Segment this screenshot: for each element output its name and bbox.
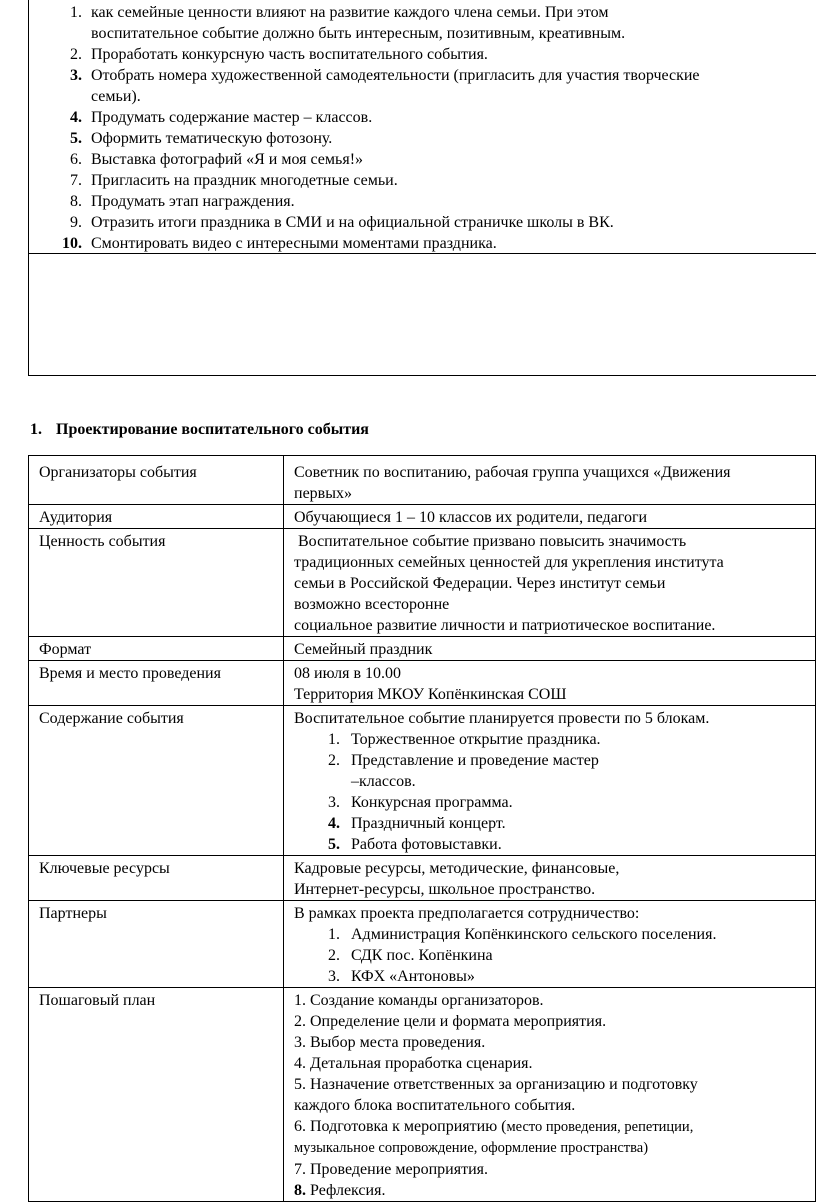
- list-item-number: 4.: [70, 109, 82, 126]
- task-list: [40, 2, 810, 254]
- list-item-number: 2.: [328, 752, 340, 769]
- empty-table-cell: [28, 254, 816, 376]
- list-item-number: 4.: [328, 815, 340, 832]
- list-item-number: 5.: [328, 836, 340, 853]
- list-item-number: 1.: [70, 4, 82, 21]
- plan-step: 3. Выбор места проведения.: [294, 1034, 486, 1051]
- cell-text: Семейный праздник: [294, 641, 433, 658]
- list-item-number: 8.: [70, 193, 82, 210]
- cell-text: Интернет-ресурсы, школьное пространство.: [294, 881, 596, 898]
- table-row: [29, 529, 816, 637]
- cell-text: возможно всесторонне: [294, 596, 450, 613]
- list-item: [40, 233, 810, 254]
- list-item: [40, 107, 810, 128]
- list-item-number: 1.: [328, 731, 340, 748]
- list-item: [40, 65, 810, 107]
- list-item-number: 2.: [328, 947, 340, 964]
- plan-step: музыкальное сопровождение, оформление пространства): [294, 1140, 649, 1156]
- list-item-text: КФХ «Антоновы»: [351, 968, 475, 985]
- list-item-text: Оформить тематическую фотозону.: [91, 130, 333, 147]
- plan-step: каждого блока воспитательного события.: [294, 1097, 576, 1114]
- list-item: [294, 813, 811, 834]
- table-row: [29, 505, 816, 529]
- cell-text: Обучающиеся 1 – 10 классов их родители, педагоги: [294, 509, 648, 526]
- cell-text: Территория МКОУ Копёнкинская СОШ: [294, 686, 567, 703]
- row-label: Организаторы события: [29, 456, 284, 505]
- list-item-number: 10.: [62, 235, 82, 252]
- list-item: [294, 750, 811, 792]
- list-item-number: 2.: [70, 46, 82, 63]
- list-item-number: 5.: [70, 130, 82, 147]
- list-item: [40, 128, 810, 149]
- list-item-text: Конкурсная программа.: [351, 794, 513, 811]
- list-item: [40, 191, 810, 212]
- row-label: Содержание события: [29, 706, 284, 856]
- plan-step: [294, 1180, 811, 1201]
- row-value: [284, 901, 816, 988]
- list-item-text: семьи).: [91, 88, 141, 105]
- row-label: Формат: [29, 637, 284, 661]
- project-table: [28, 455, 816, 1202]
- list-item: [40, 2, 810, 44]
- table-row: [29, 901, 816, 988]
- plan-step-text: Рефлексия.: [306, 1182, 386, 1199]
- list-item-text: Администрация Копёнкинского сельского поселения.: [351, 926, 717, 943]
- plan-step: 4. Детальная проработка сценария.: [294, 1055, 533, 1072]
- list-item-text: Отобрать номера художественной самодеятельности (пригласить для участия творческие: [91, 67, 700, 84]
- row-value: [284, 856, 816, 901]
- cell-text: В рамках проекта предполагается сотрудничество:: [294, 905, 640, 922]
- cell-text: Кадровые ресурсы, методические, финансовые,: [294, 860, 620, 877]
- list-item-number: 9.: [70, 214, 82, 231]
- list-item: [294, 945, 811, 966]
- plan-step-number: 8.: [294, 1182, 306, 1199]
- list-item: [294, 729, 811, 750]
- table-row: [29, 856, 816, 901]
- list-item: [40, 44, 810, 65]
- list-item-number: 7.: [70, 172, 82, 189]
- plan-step: 7. Проведение мероприятия.: [294, 1161, 488, 1178]
- table-row: [29, 988, 816, 1202]
- list-item-text: –классов.: [351, 773, 416, 790]
- table-row: [29, 706, 816, 856]
- list-item-text: СДК пос. Копёнкина: [351, 947, 493, 964]
- list-item-text: воспитательное событие должно быть интересным, позитивным, креативным.: [91, 25, 626, 42]
- plan-step: 1. Создание команды организаторов.: [294, 992, 544, 1009]
- row-label: Пошаговый план: [29, 988, 284, 1202]
- partners-list: [294, 924, 811, 987]
- table-row: [29, 661, 816, 706]
- row-label: Партнеры: [29, 901, 284, 988]
- list-item: [40, 212, 810, 233]
- row-value: [284, 637, 816, 661]
- table-row: [29, 456, 816, 505]
- plan-step: 5. Назначение ответственных за организацию и подготовку: [294, 1076, 698, 1093]
- cell-text: первых»: [294, 485, 352, 502]
- list-item: [294, 924, 811, 945]
- section-heading: [30, 419, 369, 440]
- cell-text: 08 июля в 10.00: [294, 665, 402, 682]
- list-item-text: Пригласить на праздник многодетные семьи.: [91, 172, 398, 189]
- list-item-number: 3.: [328, 794, 340, 811]
- row-value: [284, 706, 816, 856]
- row-label: Ценность события: [29, 529, 284, 637]
- row-value: [284, 661, 816, 706]
- cell-text: традиционных семейных ценностей для укрепления института: [294, 554, 724, 571]
- list-item-text: как семейные ценности влияют на развитие каждого члена семьи. При этом: [91, 4, 609, 21]
- row-value: [284, 988, 816, 1202]
- list-item: [40, 149, 810, 170]
- list-item-text: Торжественное открытие праздника.: [351, 731, 601, 748]
- list-item-text: Представление и проведение мастер: [351, 752, 599, 769]
- section-title: Проектирование воспитательного события: [56, 421, 369, 438]
- list-item-text: Проработать конкурсную часть воспитательного события.: [91, 46, 488, 63]
- list-item-text: Отразить итоги праздника в СМИ и на официальной страничке школы в ВК.: [91, 214, 614, 231]
- plan-step: [294, 1116, 811, 1138]
- list-item: [40, 170, 810, 191]
- cell-text: Воспитательное событие планируется провести по 5 блокам.: [294, 710, 710, 727]
- cell-text: социальное развитие личности и патриотическое воспитание.: [294, 617, 716, 634]
- list-item-number: 3.: [70, 67, 82, 84]
- row-label: Аудитория: [29, 505, 284, 529]
- cell-text: Воспитательное событие призвано повысить значимость: [294, 533, 687, 550]
- row-value: [284, 456, 816, 505]
- table-row: [29, 637, 816, 661]
- plan-step-text: 6. Подготовка к мероприятию (: [294, 1118, 507, 1135]
- row-value: [284, 529, 816, 637]
- row-value: [284, 505, 816, 529]
- plan-step: 2. Определение цели и формата мероприятия.: [294, 1013, 607, 1030]
- list-item-text: Продумать содержание мастер – классов.: [91, 109, 373, 126]
- list-item: [294, 966, 811, 987]
- list-item: [294, 834, 811, 855]
- row-label: Время и место проведения: [29, 661, 284, 706]
- list-item-text: Работа фотовыставки.: [351, 836, 502, 853]
- list-item-text: Праздничный концерт.: [351, 815, 506, 832]
- list-item: [294, 792, 811, 813]
- cell-text: семьи в Российской Федерации. Через институт семьи: [294, 575, 666, 592]
- section-number: 1.: [30, 421, 42, 438]
- plan-step-text: место проведения, репетиции,: [506, 1119, 694, 1135]
- list-item-text: Выставка фотографий «Я и моя семья!»: [91, 151, 364, 168]
- content-blocks-list: [294, 729, 811, 855]
- list-item-text: Продумать этап награждения.: [91, 193, 295, 210]
- list-item-text: Смонтировать видео с интересными моментами праздника.: [91, 235, 497, 252]
- list-item-number: 6.: [70, 151, 82, 168]
- list-item-number: 3.: [328, 968, 340, 985]
- cell-text: Советник по воспитанию, рабочая группа учащихся «Движения: [294, 464, 731, 481]
- row-label: Ключевые ресурсы: [29, 856, 284, 901]
- list-item-number: 1.: [328, 926, 340, 943]
